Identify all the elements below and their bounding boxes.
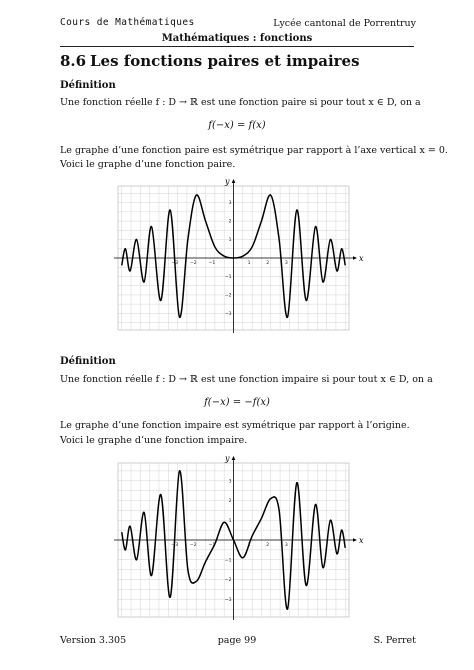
y-tick-label: 3 xyxy=(228,479,232,485)
x-tick-label: 3 xyxy=(284,543,288,548)
equation-even: f(−x) = f(x) xyxy=(208,120,266,131)
remark-odd: Le graphe d’une fonction impaire est symétrique par rapport à l’origine. xyxy=(60,420,410,431)
footer-author: S. Perret xyxy=(373,635,416,646)
x-axis-arrow xyxy=(353,538,357,542)
y-tick-label: −2 xyxy=(224,578,232,584)
y-tick-label: 1 xyxy=(228,518,232,524)
x-tick-label: 2 xyxy=(266,261,270,266)
section-number: 8.6 xyxy=(60,52,87,70)
section-title xyxy=(60,52,360,70)
x-tick-label: −3 xyxy=(171,543,179,548)
x-tick-label: 3 xyxy=(284,261,288,266)
footer-page: page 99 xyxy=(217,635,257,646)
x-tick-label: −1 xyxy=(208,543,216,548)
x-tick-label: 1 xyxy=(247,543,251,548)
y-axis-arrow xyxy=(232,179,236,183)
x-tick-label: −1 xyxy=(208,261,216,266)
y-tick-label: −1 xyxy=(224,558,232,564)
odd-function-graph xyxy=(110,453,365,623)
footer-version: Version 3.305 xyxy=(60,635,127,646)
even-function-graph xyxy=(110,176,365,336)
y-tick-label: −3 xyxy=(224,311,232,317)
definition-text-even: Une fonction réelle f : D → ℝ est une fonction paire si pour tout x ∈ D, on a xyxy=(60,97,421,108)
y-tick-label: 2 xyxy=(228,219,232,225)
y-axis-label: y xyxy=(224,177,230,186)
header-chapter: Mathématiques : fonctions xyxy=(161,33,313,44)
x-tick-label: −2 xyxy=(189,543,197,548)
y-axis-label: y xyxy=(224,454,230,463)
lead-even: Voici le graphe d’une fonction paire. xyxy=(60,159,236,170)
y-tick-label: 1 xyxy=(228,238,232,244)
equation-odd: f(−x) = −f(x) xyxy=(204,397,270,408)
y-tick-label: −3 xyxy=(224,597,232,603)
section-title-text: Les fonctions paires et impaires xyxy=(90,52,360,70)
x-tick-label: 2 xyxy=(266,543,270,548)
remark-even: Le graphe d’une fonction paire est symétrique par rapport à l’axe vertical x = 0. xyxy=(60,145,448,156)
header-rule xyxy=(60,46,414,47)
definition-heading-even: Définition xyxy=(60,80,116,91)
definition-text-odd: Une fonction réelle f : D → ℝ est une fonction impaire si pour tout x ∈ D, on a xyxy=(60,374,433,385)
x-axis-label: x xyxy=(359,536,364,545)
y-tick-label: 2 xyxy=(228,499,232,505)
x-tick-label: −3 xyxy=(171,261,179,266)
x-axis-arrow xyxy=(353,256,357,260)
y-tick-label: −1 xyxy=(224,275,232,281)
y-tick-label: −2 xyxy=(224,293,232,299)
y-axis-arrow xyxy=(232,456,236,460)
x-axis-label: x xyxy=(359,254,364,263)
header-school: Lycée cantonal de Porrentruy xyxy=(273,18,416,29)
definition-heading-odd: Définition xyxy=(60,356,116,367)
lead-odd: Voici le graphe d’une fonction impaire. xyxy=(60,435,248,446)
y-tick-label: 3 xyxy=(228,201,232,207)
x-tick-label: −2 xyxy=(189,261,197,266)
header-course: Cours de Mathématiques xyxy=(60,17,195,28)
x-tick-label: 1 xyxy=(247,261,251,266)
